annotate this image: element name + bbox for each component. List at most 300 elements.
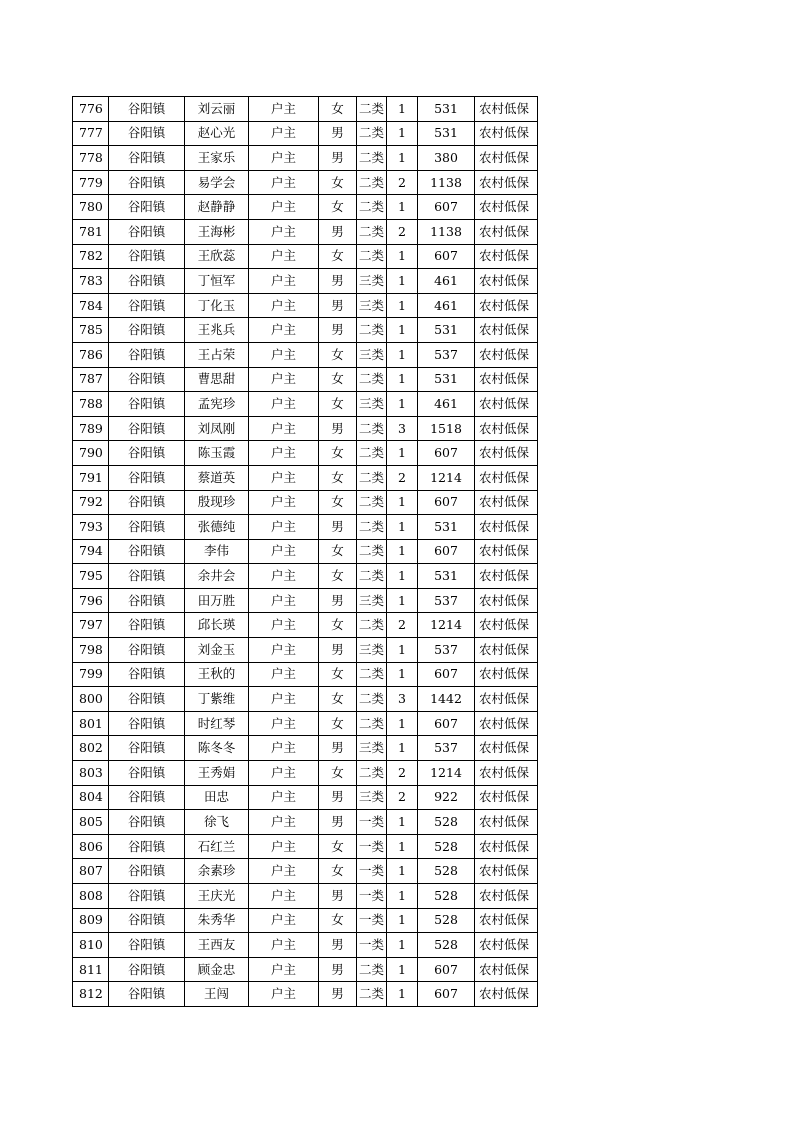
household-size-cell: 1 [387, 564, 418, 589]
benefit-type-cell: 农村低保 [475, 687, 538, 712]
household-size-cell: 1 [387, 711, 418, 736]
category-cell: 三类 [357, 269, 387, 294]
relation-cell: 户主 [249, 957, 319, 982]
household-size-cell: 1 [387, 195, 418, 220]
amount-cell: 1214 [418, 761, 475, 786]
benefit-type-cell: 农村低保 [475, 908, 538, 933]
relation-cell: 户主 [249, 982, 319, 1007]
relation-cell: 户主 [249, 810, 319, 835]
name-cell: 张德纯 [185, 515, 249, 540]
amount-cell: 607 [418, 711, 475, 736]
benefit-type-cell: 农村低保 [475, 810, 538, 835]
category-cell: 一类 [357, 884, 387, 909]
household-table [72, 96, 538, 1007]
name-cell: 曹思甜 [185, 367, 249, 392]
category-cell: 一类 [357, 933, 387, 958]
township-cell: 谷阳镇 [109, 588, 185, 613]
amount-cell: 1138 [418, 170, 475, 195]
relation-cell: 户主 [249, 269, 319, 294]
table-row [73, 465, 538, 490]
row-number-cell: 794 [73, 539, 109, 564]
amount-cell: 607 [418, 539, 475, 564]
amount-cell: 528 [418, 908, 475, 933]
township-cell: 谷阳镇 [109, 490, 185, 515]
relation-cell: 户主 [249, 711, 319, 736]
row-number-cell: 791 [73, 465, 109, 490]
benefit-type-cell: 农村低保 [475, 539, 538, 564]
gender-cell: 男 [319, 957, 357, 982]
row-number-cell: 809 [73, 908, 109, 933]
amount-cell: 380 [418, 146, 475, 171]
category-cell: 二类 [357, 97, 387, 122]
amount-cell: 461 [418, 392, 475, 417]
table-row [73, 244, 538, 269]
benefit-type-cell: 农村低保 [475, 465, 538, 490]
amount-cell: 531 [418, 121, 475, 146]
township-cell: 谷阳镇 [109, 269, 185, 294]
benefit-type-cell: 农村低保 [475, 515, 538, 540]
benefit-type-cell: 农村低保 [475, 146, 538, 171]
name-cell: 王兆兵 [185, 318, 249, 343]
household-size-cell: 1 [387, 662, 418, 687]
table-row [73, 662, 538, 687]
gender-cell: 女 [319, 441, 357, 466]
benefit-type-cell: 农村低保 [475, 318, 538, 343]
table-row [73, 687, 538, 712]
gender-cell: 女 [319, 539, 357, 564]
category-cell: 二类 [357, 244, 387, 269]
gender-cell: 男 [319, 884, 357, 909]
township-cell: 谷阳镇 [109, 884, 185, 909]
township-cell: 谷阳镇 [109, 515, 185, 540]
relation-cell: 户主 [249, 588, 319, 613]
benefit-type-cell: 农村低保 [475, 933, 538, 958]
row-number-cell: 802 [73, 736, 109, 761]
row-number-cell: 787 [73, 367, 109, 392]
row-number-cell: 807 [73, 859, 109, 884]
gender-cell: 女 [319, 908, 357, 933]
relation-cell: 户主 [249, 761, 319, 786]
township-cell: 谷阳镇 [109, 908, 185, 933]
household-size-cell: 1 [387, 982, 418, 1007]
gender-cell: 男 [319, 588, 357, 613]
category-cell: 二类 [357, 219, 387, 244]
relation-cell: 户主 [249, 687, 319, 712]
township-cell: 谷阳镇 [109, 293, 185, 318]
table-row [73, 564, 538, 589]
name-cell: 丁紫维 [185, 687, 249, 712]
name-cell: 孟宪珍 [185, 392, 249, 417]
amount-cell: 1138 [418, 219, 475, 244]
name-cell: 王家乐 [185, 146, 249, 171]
township-cell: 谷阳镇 [109, 564, 185, 589]
name-cell: 李伟 [185, 539, 249, 564]
amount-cell: 1214 [418, 613, 475, 638]
name-cell: 王海彬 [185, 219, 249, 244]
table-row [73, 219, 538, 244]
category-cell: 二类 [357, 982, 387, 1007]
name-cell: 殷现珍 [185, 490, 249, 515]
gender-cell: 女 [319, 859, 357, 884]
household-size-cell: 1 [387, 539, 418, 564]
name-cell: 易学会 [185, 170, 249, 195]
household-size-cell: 1 [387, 933, 418, 958]
gender-cell: 男 [319, 121, 357, 146]
category-cell: 二类 [357, 195, 387, 220]
table-row [73, 859, 538, 884]
township-cell: 谷阳镇 [109, 761, 185, 786]
gender-cell: 女 [319, 711, 357, 736]
relation-cell: 户主 [249, 318, 319, 343]
benefit-type-cell: 农村低保 [475, 121, 538, 146]
row-number-cell: 796 [73, 588, 109, 613]
table-row [73, 736, 538, 761]
category-cell: 二类 [357, 761, 387, 786]
table-row [73, 342, 538, 367]
table-row [73, 539, 538, 564]
name-cell: 王西友 [185, 933, 249, 958]
household-size-cell: 1 [387, 392, 418, 417]
gender-cell: 男 [319, 785, 357, 810]
name-cell: 王秋的 [185, 662, 249, 687]
relation-cell: 户主 [249, 613, 319, 638]
name-cell: 田万胜 [185, 588, 249, 613]
relation-cell: 户主 [249, 367, 319, 392]
table-row [73, 318, 538, 343]
row-number-cell: 799 [73, 662, 109, 687]
table-row [73, 933, 538, 958]
gender-cell: 女 [319, 613, 357, 638]
township-cell: 谷阳镇 [109, 711, 185, 736]
row-number-cell: 812 [73, 982, 109, 1007]
township-cell: 谷阳镇 [109, 933, 185, 958]
category-cell: 二类 [357, 515, 387, 540]
relation-cell: 户主 [249, 244, 319, 269]
benefit-type-cell: 农村低保 [475, 342, 538, 367]
benefit-type-cell: 农村低保 [475, 613, 538, 638]
township-cell: 谷阳镇 [109, 195, 185, 220]
gender-cell: 女 [319, 761, 357, 786]
household-size-cell: 1 [387, 638, 418, 663]
benefit-type-cell: 农村低保 [475, 884, 538, 909]
gender-cell: 女 [319, 465, 357, 490]
table-row [73, 146, 538, 171]
amount-cell: 537 [418, 638, 475, 663]
table-row [73, 121, 538, 146]
table-row [73, 367, 538, 392]
name-cell: 田忠 [185, 785, 249, 810]
relation-cell: 户主 [249, 933, 319, 958]
category-cell: 二类 [357, 662, 387, 687]
row-number-cell: 784 [73, 293, 109, 318]
name-cell: 顾金忠 [185, 957, 249, 982]
table-row [73, 785, 538, 810]
row-number-cell: 808 [73, 884, 109, 909]
relation-cell: 户主 [249, 219, 319, 244]
gender-cell: 女 [319, 195, 357, 220]
name-cell: 邱长瑛 [185, 613, 249, 638]
township-cell: 谷阳镇 [109, 638, 185, 663]
township-cell: 谷阳镇 [109, 441, 185, 466]
relation-cell: 户主 [249, 121, 319, 146]
gender-cell: 男 [319, 515, 357, 540]
gender-cell: 女 [319, 244, 357, 269]
category-cell: 一类 [357, 810, 387, 835]
category-cell: 一类 [357, 859, 387, 884]
name-cell: 赵静静 [185, 195, 249, 220]
name-cell: 陈冬冬 [185, 736, 249, 761]
benefit-type-cell: 农村低保 [475, 957, 538, 982]
household-size-cell: 1 [387, 342, 418, 367]
row-number-cell: 780 [73, 195, 109, 220]
table-row [73, 982, 538, 1007]
household-size-cell: 2 [387, 613, 418, 638]
category-cell: 三类 [357, 736, 387, 761]
relation-cell: 户主 [249, 785, 319, 810]
relation-cell: 户主 [249, 908, 319, 933]
category-cell: 二类 [357, 121, 387, 146]
category-cell: 一类 [357, 834, 387, 859]
township-cell: 谷阳镇 [109, 392, 185, 417]
row-number-cell: 811 [73, 957, 109, 982]
benefit-type-cell: 农村低保 [475, 859, 538, 884]
row-number-cell: 777 [73, 121, 109, 146]
township-cell: 谷阳镇 [109, 342, 185, 367]
row-number-cell: 788 [73, 392, 109, 417]
household-size-cell: 1 [387, 588, 418, 613]
category-cell: 二类 [357, 367, 387, 392]
township-cell: 谷阳镇 [109, 318, 185, 343]
relation-cell: 户主 [249, 736, 319, 761]
name-cell: 余井会 [185, 564, 249, 589]
name-cell: 赵心光 [185, 121, 249, 146]
name-cell: 蔡道英 [185, 465, 249, 490]
relation-cell: 户主 [249, 490, 319, 515]
category-cell: 二类 [357, 490, 387, 515]
row-number-cell: 806 [73, 834, 109, 859]
amount-cell: 607 [418, 490, 475, 515]
gender-cell: 女 [319, 834, 357, 859]
row-number-cell: 786 [73, 342, 109, 367]
household-size-cell: 2 [387, 761, 418, 786]
amount-cell: 607 [418, 195, 475, 220]
amount-cell: 1442 [418, 687, 475, 712]
township-cell: 谷阳镇 [109, 613, 185, 638]
household-size-cell: 1 [387, 810, 418, 835]
household-size-cell: 1 [387, 121, 418, 146]
amount-cell: 461 [418, 293, 475, 318]
name-cell: 王占荣 [185, 342, 249, 367]
household-size-cell: 1 [387, 908, 418, 933]
household-size-cell: 1 [387, 146, 418, 171]
row-number-cell: 776 [73, 97, 109, 122]
amount-cell: 528 [418, 859, 475, 884]
gender-cell: 女 [319, 342, 357, 367]
household-size-cell: 1 [387, 244, 418, 269]
benefit-type-cell: 农村低保 [475, 195, 538, 220]
category-cell: 二类 [357, 170, 387, 195]
household-size-cell: 2 [387, 170, 418, 195]
table-row [73, 711, 538, 736]
benefit-type-cell: 农村低保 [475, 588, 538, 613]
relation-cell: 户主 [249, 834, 319, 859]
amount-cell: 528 [418, 810, 475, 835]
category-cell: 二类 [357, 146, 387, 171]
relation-cell: 户主 [249, 195, 319, 220]
gender-cell: 女 [319, 367, 357, 392]
gender-cell: 女 [319, 490, 357, 515]
gender-cell: 女 [319, 687, 357, 712]
table-row [73, 490, 538, 515]
benefit-type-cell: 农村低保 [475, 269, 538, 294]
amount-cell: 1214 [418, 465, 475, 490]
relation-cell: 户主 [249, 662, 319, 687]
relation-cell: 户主 [249, 638, 319, 663]
row-number-cell: 803 [73, 761, 109, 786]
amount-cell: 537 [418, 342, 475, 367]
benefit-type-cell: 农村低保 [475, 785, 538, 810]
township-cell: 谷阳镇 [109, 982, 185, 1007]
township-cell: 谷阳镇 [109, 416, 185, 441]
township-cell: 谷阳镇 [109, 97, 185, 122]
gender-cell: 女 [319, 97, 357, 122]
category-cell: 二类 [357, 318, 387, 343]
table-row [73, 195, 538, 220]
household-size-cell: 1 [387, 834, 418, 859]
row-number-cell: 810 [73, 933, 109, 958]
benefit-type-cell: 农村低保 [475, 392, 538, 417]
amount-cell: 607 [418, 957, 475, 982]
benefit-type-cell: 农村低保 [475, 638, 538, 663]
name-cell: 刘金玉 [185, 638, 249, 663]
category-cell: 二类 [357, 416, 387, 441]
name-cell: 丁恒军 [185, 269, 249, 294]
row-number-cell: 790 [73, 441, 109, 466]
table-row [73, 293, 538, 318]
row-number-cell: 778 [73, 146, 109, 171]
row-number-cell: 795 [73, 564, 109, 589]
amount-cell: 607 [418, 244, 475, 269]
gender-cell: 男 [319, 933, 357, 958]
township-cell: 谷阳镇 [109, 662, 185, 687]
household-size-cell: 2 [387, 219, 418, 244]
relation-cell: 户主 [249, 515, 319, 540]
township-cell: 谷阳镇 [109, 785, 185, 810]
row-number-cell: 800 [73, 687, 109, 712]
category-cell: 二类 [357, 687, 387, 712]
relation-cell: 户主 [249, 97, 319, 122]
gender-cell: 男 [319, 810, 357, 835]
name-cell: 王闯 [185, 982, 249, 1007]
benefit-type-cell: 农村低保 [475, 564, 538, 589]
township-cell: 谷阳镇 [109, 957, 185, 982]
household-size-cell: 1 [387, 441, 418, 466]
row-number-cell: 801 [73, 711, 109, 736]
row-number-cell: 792 [73, 490, 109, 515]
table-row [73, 441, 538, 466]
row-number-cell: 782 [73, 244, 109, 269]
relation-cell: 户主 [249, 884, 319, 909]
benefit-type-cell: 农村低保 [475, 711, 538, 736]
township-cell: 谷阳镇 [109, 170, 185, 195]
name-cell: 王欣蕊 [185, 244, 249, 269]
amount-cell: 461 [418, 269, 475, 294]
gender-cell: 男 [319, 736, 357, 761]
household-size-cell: 1 [387, 97, 418, 122]
name-cell: 徐飞 [185, 810, 249, 835]
benefit-type-cell: 农村低保 [475, 490, 538, 515]
name-cell: 刘云丽 [185, 97, 249, 122]
relation-cell: 户主 [249, 465, 319, 490]
row-number-cell: 804 [73, 785, 109, 810]
gender-cell: 男 [319, 416, 357, 441]
household-size-cell: 1 [387, 884, 418, 909]
relation-cell: 户主 [249, 170, 319, 195]
relation-cell: 户主 [249, 416, 319, 441]
amount-cell: 607 [418, 982, 475, 1007]
row-number-cell: 779 [73, 170, 109, 195]
amount-cell: 1518 [418, 416, 475, 441]
row-number-cell: 797 [73, 613, 109, 638]
category-cell: 三类 [357, 638, 387, 663]
category-cell: 二类 [357, 465, 387, 490]
gender-cell: 男 [319, 219, 357, 244]
township-cell: 谷阳镇 [109, 121, 185, 146]
name-cell: 石红兰 [185, 834, 249, 859]
table-body [73, 97, 538, 1007]
amount-cell: 531 [418, 97, 475, 122]
township-cell: 谷阳镇 [109, 736, 185, 761]
category-cell: 二类 [357, 539, 387, 564]
benefit-type-cell: 农村低保 [475, 244, 538, 269]
table-row [73, 638, 538, 663]
township-cell: 谷阳镇 [109, 146, 185, 171]
amount-cell: 528 [418, 933, 475, 958]
relation-cell: 户主 [249, 859, 319, 884]
township-cell: 谷阳镇 [109, 687, 185, 712]
relation-cell: 户主 [249, 441, 319, 466]
gender-cell: 男 [319, 269, 357, 294]
household-size-cell: 3 [387, 416, 418, 441]
name-cell: 朱秀华 [185, 908, 249, 933]
amount-cell: 531 [418, 318, 475, 343]
category-cell: 三类 [357, 588, 387, 613]
gender-cell: 女 [319, 392, 357, 417]
benefit-type-cell: 农村低保 [475, 219, 538, 244]
benefit-type-cell: 农村低保 [475, 761, 538, 786]
relation-cell: 户主 [249, 342, 319, 367]
township-cell: 谷阳镇 [109, 810, 185, 835]
gender-cell: 女 [319, 564, 357, 589]
name-cell: 时红琴 [185, 711, 249, 736]
category-cell: 三类 [357, 293, 387, 318]
category-cell: 三类 [357, 342, 387, 367]
row-number-cell: 805 [73, 810, 109, 835]
name-cell: 余素珍 [185, 859, 249, 884]
table-row [73, 908, 538, 933]
amount-cell: 531 [418, 367, 475, 392]
household-size-cell: 1 [387, 367, 418, 392]
benefit-type-cell: 农村低保 [475, 416, 538, 441]
amount-cell: 922 [418, 785, 475, 810]
gender-cell: 男 [319, 146, 357, 171]
relation-cell: 户主 [249, 146, 319, 171]
household-size-cell: 2 [387, 785, 418, 810]
category-cell: 二类 [357, 613, 387, 638]
amount-cell: 537 [418, 736, 475, 761]
benefit-type-cell: 农村低保 [475, 441, 538, 466]
household-size-cell: 1 [387, 490, 418, 515]
